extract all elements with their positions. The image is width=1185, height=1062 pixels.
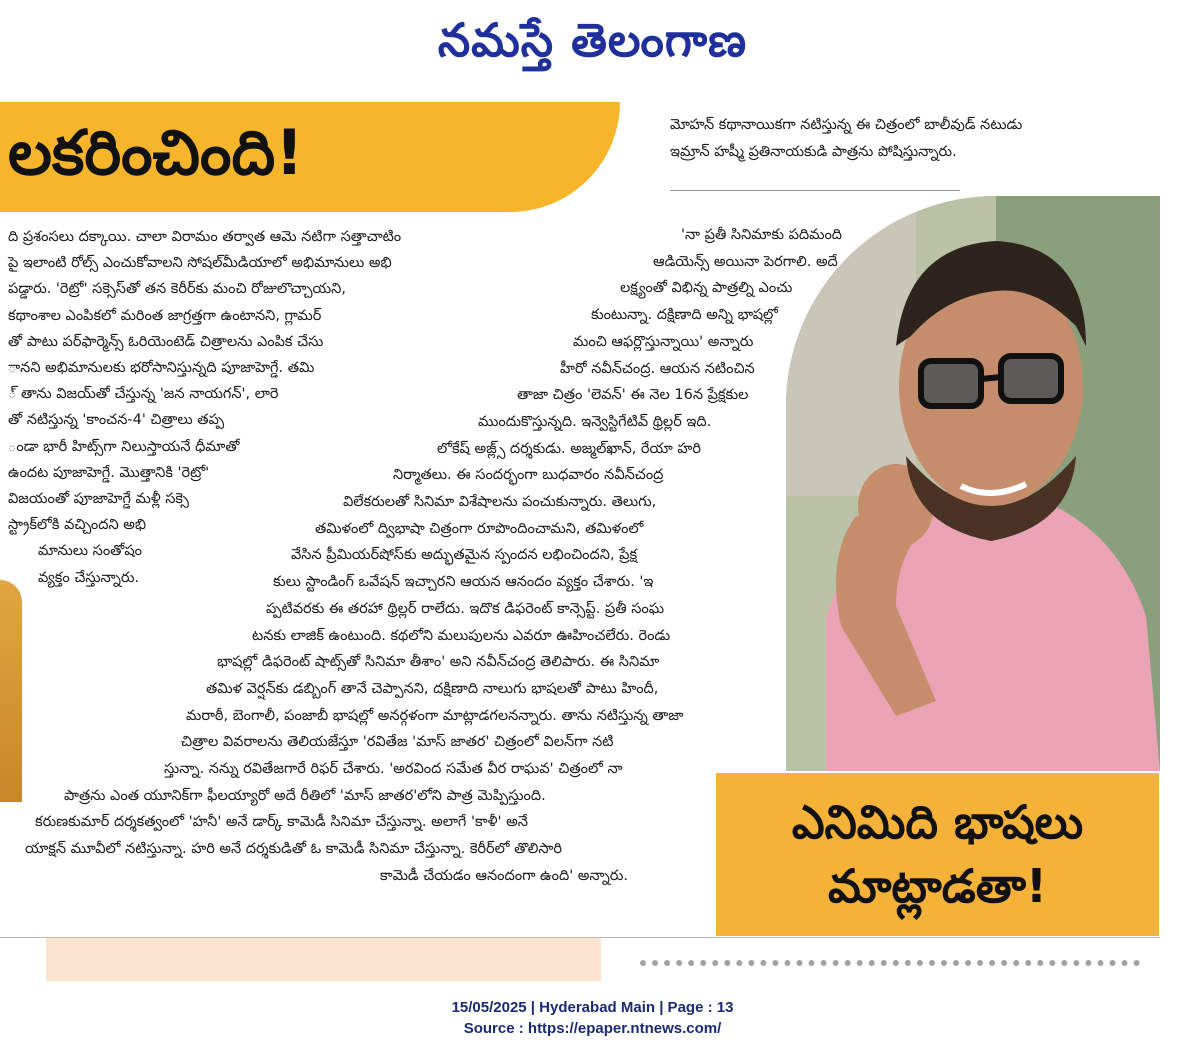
article-line: తాజా చిత్రం 'లెవన్' ఈ నెల 16న ప్రేక్షకుల — [517, 387, 749, 404]
top-right-article — [670, 112, 1170, 166]
article-line: ది ప్రశంసలు దక్కాయి. చాలా విరామం తర్వాత ఆమె నటిగా సత్తాచాటిం — [8, 229, 402, 245]
article-line: ండా భారీ హిట్స్‌గా నిలుస్తాయనే ధీమాతో — [8, 438, 240, 455]
article-line: మోహన్ కథానాయికగా నటిస్తున్న ఈ చిత్రంలో బాలీవుడ్ నటుడు — [670, 117, 1023, 133]
article-line: తమిళంలో ద్విభాషా చిత్రంగా రూపొందించామని, తమిళంలో — [315, 520, 644, 537]
article-line: వ్యక్తం చేస్తున్నారు. — [38, 569, 140, 586]
article-line: ఉందట పూజాహెగ్డే. మొత్తానికి 'రెట్రో' — [8, 464, 210, 481]
article-line: టనకు లాజిక్ ఉంటుంది. కథలోని మలుపులను ఎవరూ ఊహించలేరు. రెండు — [252, 627, 671, 644]
article-line: కరుణకుమార్ దర్శకత్వంలో 'హనీ' అనే డార్క్ కామెడీ సినిమా చేస్తున్నా. అలాగే 'కాళీ' అనే — [35, 814, 528, 831]
article-line: పాత్రను ఎంత యూనిక్‌గా ఫీలయ్యారో అదే రీతిలో 'మాస్ జాతర'లోని పాత్ర మెప్పిస్తుంది. — [64, 787, 546, 804]
article-line: పై ఇలాంటి రోల్స్ ఎంచుకోవాలని సోషల్‌మీడియాలో అభిమానులు అభి — [8, 255, 392, 272]
article-line: ఇమ్రాన్ హష్మీ ప్రతినాయకుడి పాత్రను పోషిస్తున్నారు. — [670, 144, 957, 160]
footer — [0, 997, 1185, 1039]
article-line: యాక్షన్ మూవీలో నటిస్తున్నా. హరి అనే దర్శకుడితో ఓ కామెడీ సినిమా చేస్తున్నా. కెరీర్‌లో తొలిసారి — [25, 841, 562, 858]
article-line: స్తున్నా. నన్ను రవితేజగారే రిఫర్ చేశారు. 'అరవింద సమేత వీర రాఘవ' చిత్రంలో నా — [164, 761, 623, 777]
article-line: లోకేష్ అజ్ల్స్ దర్శకుడు. అజ్మల్‌ఖాన్, రేయా హరి — [437, 440, 702, 457]
article-line: వేసిన ప్రీమియర్‌షోస్‌కు అద్భుతమైన స్పందన లభించిందని, ప్రేక్ష — [291, 547, 638, 564]
divider — [670, 190, 960, 191]
article-line: చిత్రాల వివరాలను తెలియజేస్తూ 'రవితేజ 'మాస్ జాతర' చిత్రంలో విలన్‌గా నటి — [181, 734, 614, 751]
article-line: ్ తాను విజయ్‌తో చేస్తున్న 'జన నాయగన్', లారె — [8, 386, 279, 403]
article-line: మానులు సంతోషం — [38, 543, 143, 560]
article-line: ప్పటివరకు ఈ తరహా థ్రిల్లర్ రాలేదు. ఇదొక డిఫరెంట్ కాన్సెప్ట్. ప్రతీ సంఘ — [266, 600, 665, 617]
article-line: ఆడియెన్స్ అయినా పెరగాలి. అదే — [653, 253, 838, 270]
subhead-line: మాట్లాడతా! — [827, 859, 1047, 913]
subhead-line: ఎనిమిది భాషలు — [791, 795, 1084, 849]
article-line: తో నటిస్తున్న 'కాంచన-4' చిత్రాలు తప్ప — [8, 412, 225, 429]
article-line: మరాఠీ, బెంగాలీ, పంజాబీ భాషల్లో అనర్గళంగా మాట్లాడగలనన్నారు. తాను నటిస్తున్న తాజా — [186, 707, 684, 724]
masthead-logo: నమస్తే తెలంగాణ — [437, 13, 748, 67]
article-line: హీరో నవీన్‌చంద్ర. ఆయన నటించిన — [560, 360, 755, 377]
article-line: స్ట్రాక్‌లోకి వచ్చిందని అభి — [8, 517, 147, 534]
subhead — [716, 790, 1159, 918]
article-line: నిర్మాతలు. ఈ సందర్భంగా బుధవారం నవీన్‌చంద్ర — [393, 467, 664, 484]
headline: లకరించింది! — [8, 116, 304, 189]
article-line: విజయంతో పూజాహెగ్డే మళ్లీ సక్సె — [8, 491, 189, 508]
article-line: తో పాటు పర్‌ఫార్మెన్స్ ఓరియెంటెడ్ చిత్రాలను ఎంపిక చేసు — [8, 333, 324, 350]
article-line: పడ్డారు. 'రెట్రో' సక్సెస్‌తో తన కెరీర్‌కు మంచి రోజులొచ్చాయని, — [8, 281, 346, 298]
article-line: భాషల్లో డిఫరెంట్ షాట్స్‌తో సినిమా తీశాం' అని నవీన్‌చంద్ర తెలిపారు. ఈ సినిమా — [217, 654, 660, 671]
article-line: ానని అభిమానులకు భరోసానిస్తున్నది పూజాహెగ్డే. తమి — [8, 360, 315, 377]
cropped-text — [640, 960, 1140, 990]
footer-source-link[interactable]: Source : https://epaper.ntnews.com/ — [463, 1020, 722, 1037]
article-line: కులు స్టాండింగ్ ఒవేషన్ ఇచ్చారని ఆయన ఆనందం వ్యక్తం చేశారు. 'ఇ — [273, 574, 654, 591]
article-line: లక్ష్యంతో విభిన్న పాత్రల్ని ఎంచు — [620, 280, 793, 297]
article-line: కుంటున్నా. దక్షిణాది అన్ని భాషల్లో — [591, 307, 778, 324]
article-line: తమిళ వెర్షన్‌కు డబ్బింగ్ తానే చెప్పానని, దక్షిణాది నాలుగు భాషలతో పాటు హిందీ, — [206, 680, 659, 697]
article-line: మంచి ఆఫర్లొస్తున్నాయి' అన్నారు — [573, 333, 754, 350]
next-article-box — [46, 938, 601, 981]
article-line: 'నా ప్రతీ సినిమాకు పదిమంది — [681, 227, 843, 243]
footer-info: 15/05/2025 | Hyderabad Main | Page : 13 — [451, 999, 734, 1016]
article-line: కథాంశాల ఎంపికలో మరింత జాగ్రత్తగా ఉంటానని, గ్లామర్ — [8, 307, 322, 324]
article-line: ముందుకొస్తున్నది. ఇన్వెస్టిగేటివ్ థ్రిల్లర్ ఇది. — [478, 413, 712, 430]
article-line: కామెడీ చేయడం ఆనందంగా ఉంది' అన్నారు. — [380, 867, 628, 884]
article-line: విలేకరులతో సినిమా విశేషాలను పంచుకున్నారు. తెలుగు, — [343, 494, 657, 510]
